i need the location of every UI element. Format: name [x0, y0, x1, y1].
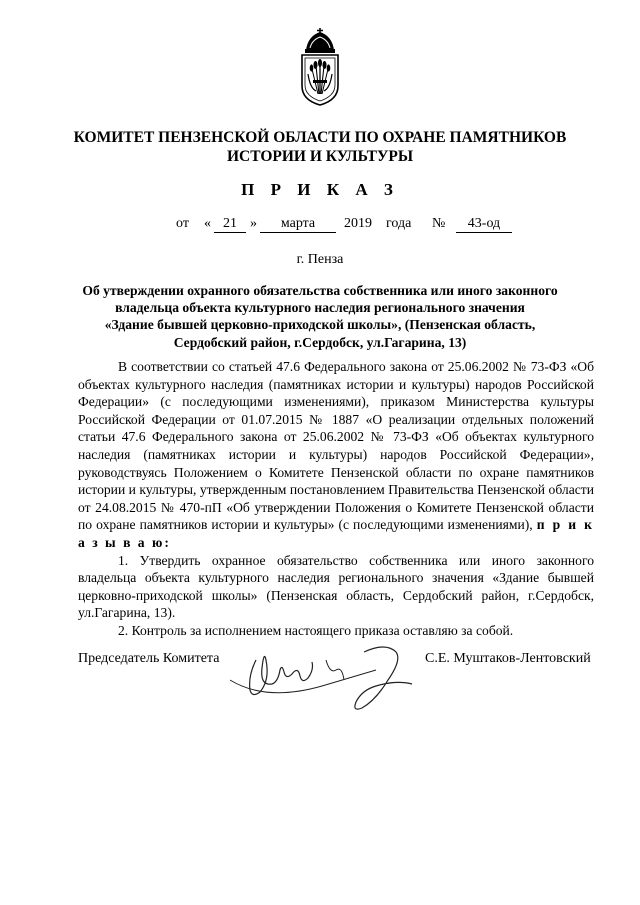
subject-line: Об утверждении охранного обязательства собственника или иного законного [82, 283, 558, 298]
signatory-position: Председатель Комитета [78, 651, 220, 666]
committee-title-line: КОМИТЕТ ПЕНЗЕНСКОЙ ОБЛАСТИ ПО ОХРАНЕ ПАМЯТНИКОВ [73, 129, 567, 146]
handwritten-signature [226, 640, 426, 712]
order-item-1: 1. Утвердить охранное обязательство собственника или иного законного владельца объекта культурного наследия регионального значения «Здание бывшей церковно-приходской школы» (Пензенская область, Сердобский район, г.Сердобск, ул.Гагарина, 13). [78, 552, 594, 621]
order-number: 43-од [456, 216, 512, 233]
preamble-text: В соответствии со статьей 47.6 Федерального закона от 25.06.2002 № 73-ФЗ «Об объектах культурного наследия (памятниках истории и культуры) народов Российской Федерации» (с последующими изменениями), приказом Министерства культуры Российской Федерации от 01.07.2015 № 1887 «О реализации отдельных положений статьи 47.6 Федерального закона от 25.06.2002 № 73-ФЗ «Об объектах культурного наследия (памятниках истории и культуры) народов Российской Федерации», руководствуясь Положением о Комитете Пензенской области по охране памятников истории и культуры, утвержденным постановлением Правительства Пензенской области от 24.08.2015 № 470-пП «Об утверждении Положения о Комитете Пензенской области по охране памятников истории и культуры» (с последующими изменениями), [78, 359, 594, 533]
document-type-heading: П Р И К А З [241, 180, 399, 199]
subject-line: Сердобский район, г.Сердобск, ул.Гагарина, 13) [173, 334, 467, 350]
year-word: года [386, 216, 412, 231]
order-body [78, 358, 594, 640]
order-item-2: 2. Контроль за исполнением настоящего приказа оставляю за собой. [118, 622, 514, 638]
order-day: 21 [214, 216, 246, 233]
quote-close: » [250, 216, 257, 231]
quote-open: « [204, 216, 211, 231]
order-subject [70, 282, 570, 351]
committee-title-line: ИСТОРИИ И КУЛЬТУРЫ [226, 148, 414, 165]
penza-coat-of-arms-icon [296, 28, 344, 106]
order-date-line [0, 216, 640, 236]
number-sign: № [432, 216, 446, 231]
city: г. Пенза [296, 252, 344, 267]
order-month: марта [260, 216, 336, 233]
order-word: п р и к а з ы в а ю: [78, 517, 594, 550]
signatory-name: С.Е. Муштаков-Лентовский [425, 651, 591, 666]
order-year: 2019 [344, 216, 372, 231]
subject-line: владельца объекта культурного наследия регионального значения [115, 300, 525, 316]
date-prefix: от [176, 216, 189, 231]
subject-line: «Здание бывшей церковно-приходской школы», (Пензенская область, [104, 317, 536, 333]
preamble-paragraph [78, 358, 594, 552]
committee-title [60, 128, 580, 166]
